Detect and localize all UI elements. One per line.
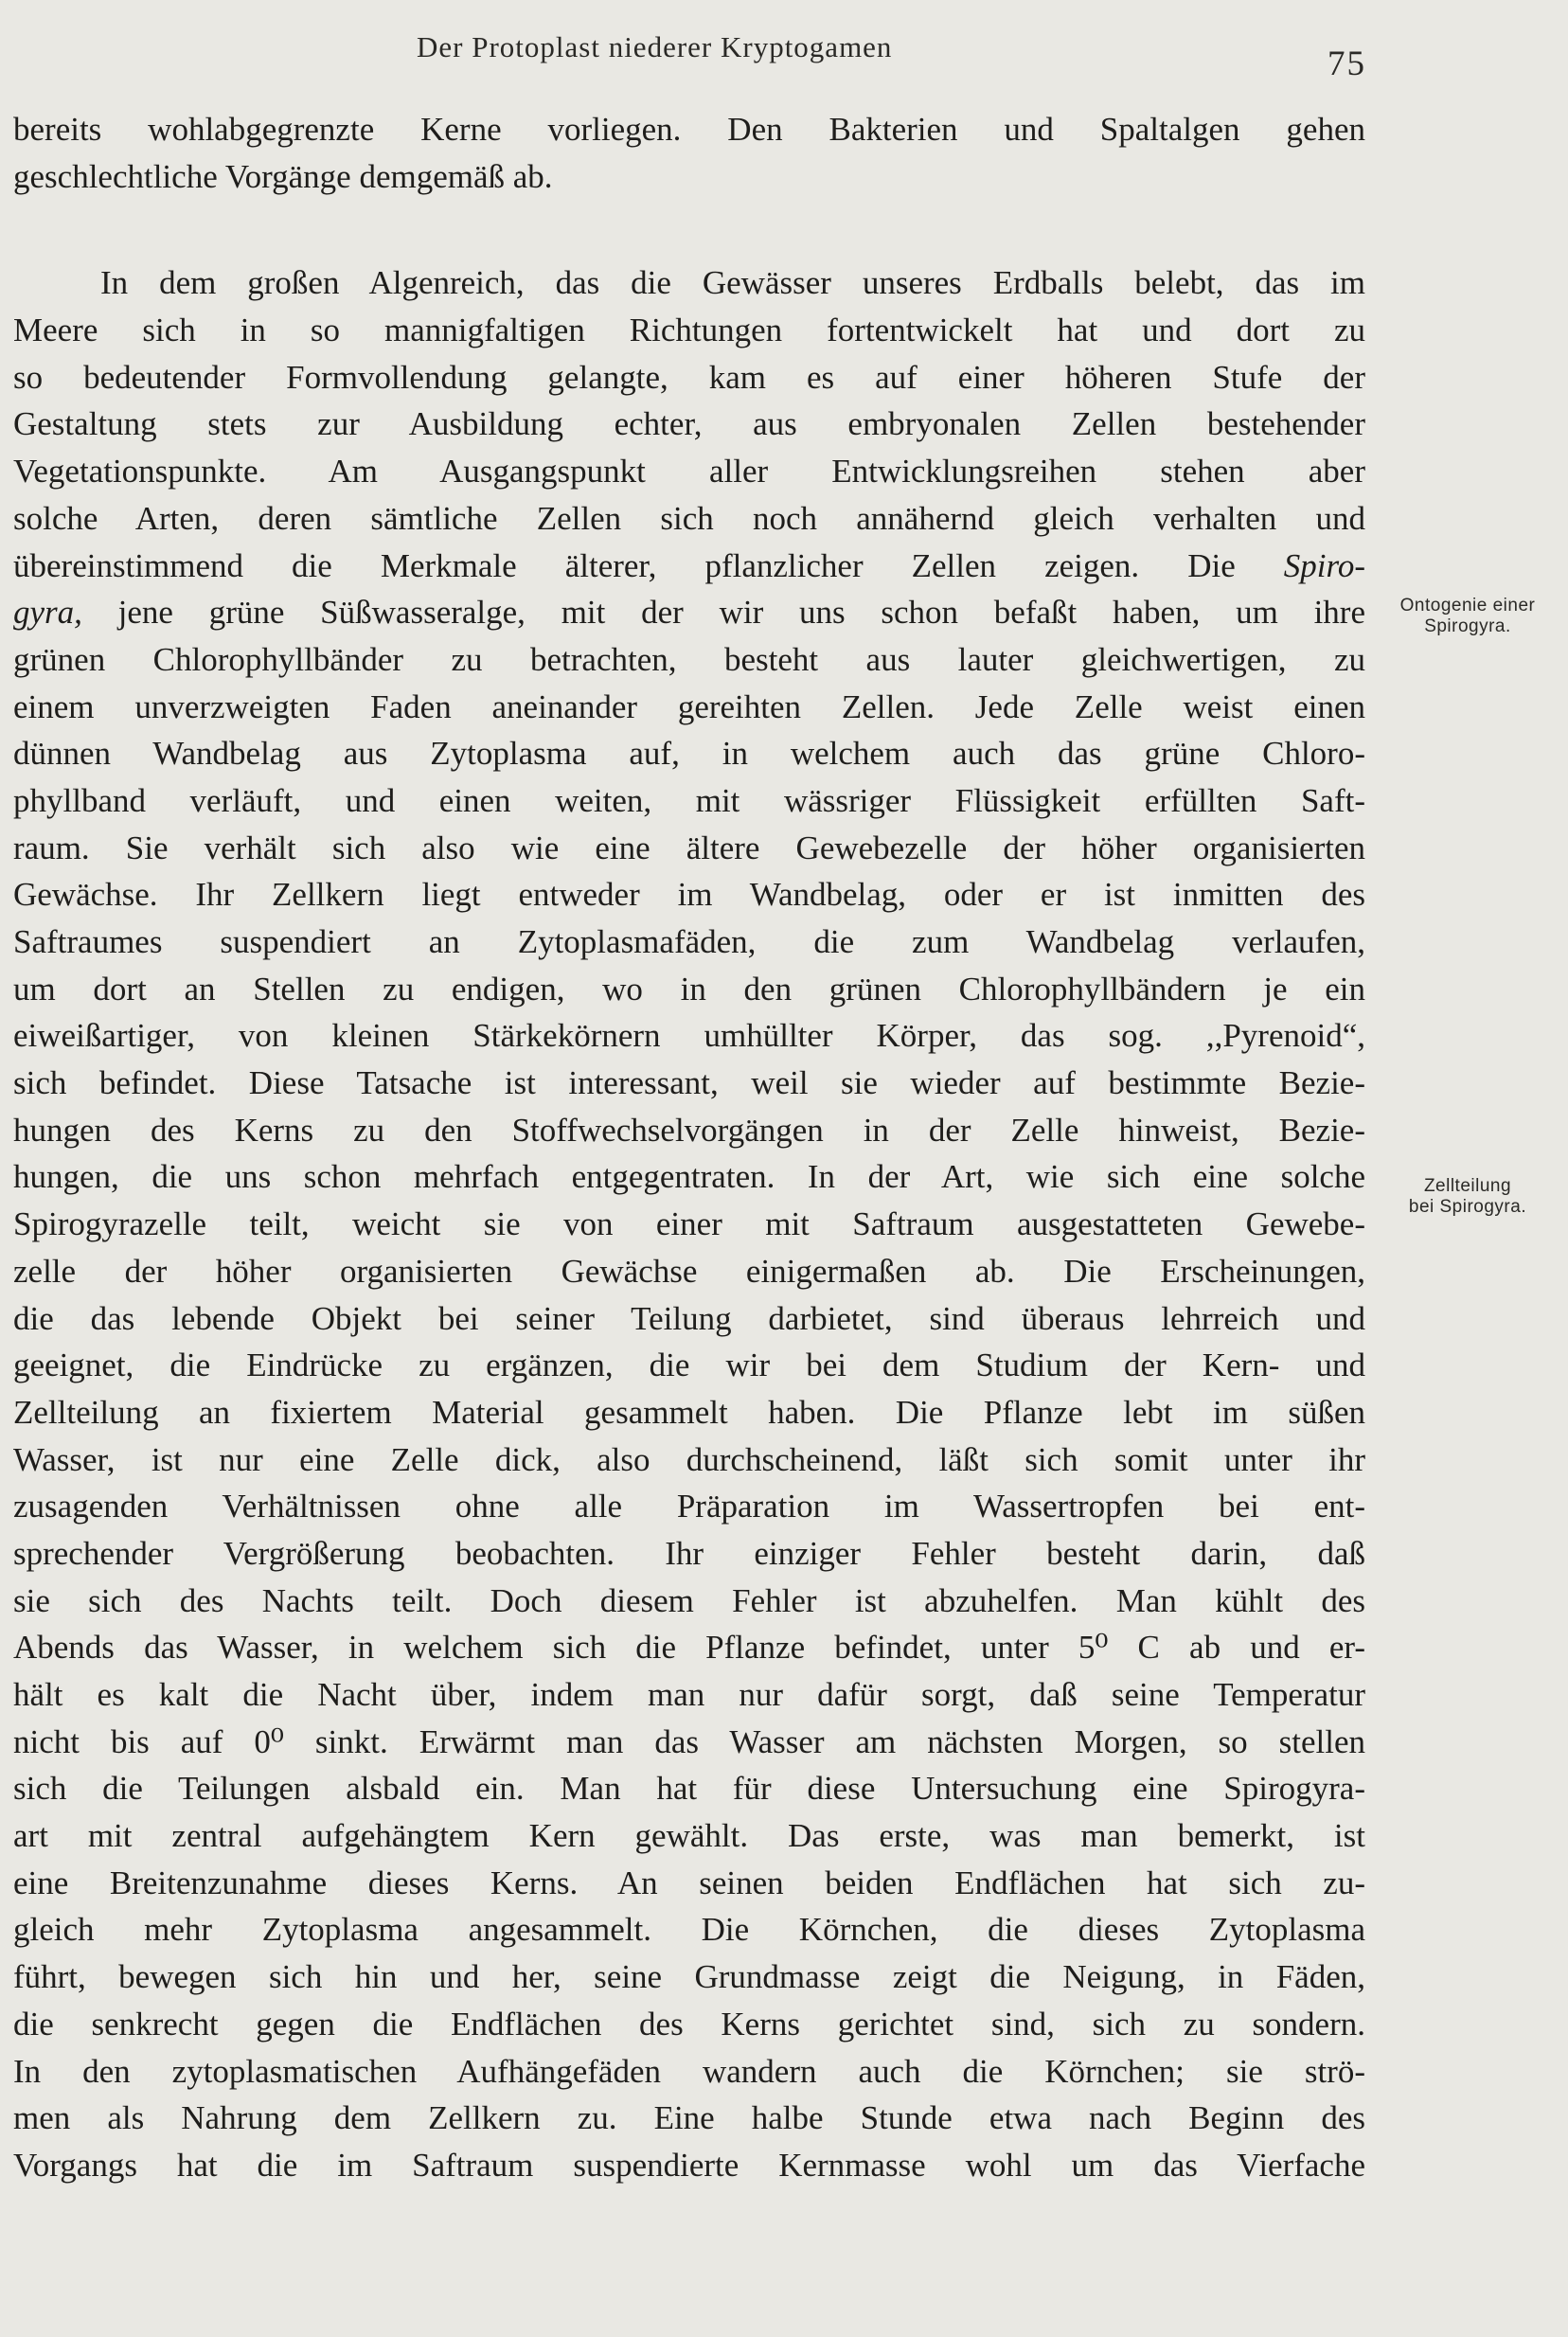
running-title: Der Protoplast niederer Kryptogamen <box>417 30 893 63</box>
text-line <box>13 543 1365 590</box>
text-line: Wasser, ist nur eine Zelle dick, also durchscheinend, läßt sich somit unter ihr <box>13 1440 1365 1478</box>
margin-note-line: bei Spirogyra. <box>1408 1197 1527 1217</box>
text-line: Meere sich in so mannigfaltigen Richtungen fortentwickelt hat und dort zu <box>13 312 1365 349</box>
text-line: sie sich des Nachts teilt. Doch diesem Fehler ist abzuhelfen. Man kühlt des <box>13 1581 1365 1619</box>
text-line: Gewächse. Ihr Zellkern liegt entweder im Wandbelag, oder er ist inmitten des <box>13 876 1365 914</box>
text-line: grünen Chlorophyllbänder zu betrachten, besteht aus lauter gleichwertigen, zu <box>13 640 1365 678</box>
text-line: Saftraumes suspendiert an Zytoplasmafäden, die zum Wandbelag verlaufen, <box>13 923 1365 960</box>
text-line: sprechender Vergrößerung beobachten. Ihr einziger Fehler besteht darin, daß <box>13 1534 1365 1572</box>
text-line: hält es kalt die Nacht über, indem man nur dafür sorgt, daß seine Temperatur <box>13 1676 1365 1713</box>
margin-note-line: Spirogyra. <box>1424 616 1511 636</box>
text-line: Abends das Wasser, in welchem sich die Pflanze befindet, unter 5⁰ C ab und er- <box>13 1629 1365 1667</box>
margin-note-zellteilung <box>1367 1176 1568 1218</box>
text-line: art mit zentral aufgehängtem Kern gewählt. Das erste, was man bemerkt, ist <box>13 1817 1365 1855</box>
text-line: men als Nahrung dem Zellkern zu. Eine halbe Stunde etwa nach Beginn des <box>13 2099 1365 2137</box>
text-line: raum. Sie verhält sich also wie eine ältere Gewebezelle der höher organisierten <box>13 829 1365 866</box>
italic-term: gyra, <box>13 594 82 632</box>
text-line: Zellteilung an fixiertem Material gesammelt haben. Die Pflanze lebt im süßen <box>13 1393 1365 1431</box>
italic-term: Spiro- <box>1283 546 1365 584</box>
text-line: In den zytoplasmatischen Aufhängefäden wandern auch die Körnchen; sie strö- <box>13 2052 1365 2090</box>
text-line: Gestaltung stets zur Ausbildung echter, aus embryonalen Zellen bestehender <box>13 405 1365 443</box>
body-text <box>13 106 1365 2189</box>
text-line: eine Breitenzunahme dieses Kerns. An seinen beiden Endflächen hat sich zu- <box>13 1864 1365 1901</box>
text-line: hungen, die uns schon mehrfach entgegentraten. In der Art, wie sich eine solche <box>13 1158 1365 1196</box>
text-line: geschlechtliche Vorgänge demgemäß ab. <box>13 157 553 195</box>
text-line: phyllband verläuft, und einen weiten, mit wässriger Flüssigkeit erfüllten Saft- <box>13 781 1365 819</box>
text-line: Spirogyrazelle teilt, weicht sie von einer mit Saftraum ausgestatteten Gewebe- <box>13 1205 1365 1243</box>
text-line: hungen des Kerns zu den Stoffwechselvorgängen in der Zelle hinweist, Bezie- <box>13 1111 1365 1149</box>
text-line: bereits wohlabgegrenzte Kerne vorliegen. Den Bakterien und Spaltalgen gehen <box>13 111 1365 148</box>
text-line: eiweißartiger, von kleinen Stärkekörnern umhüllter Körper, das sog. ,,Pyrenoid“, <box>13 1017 1365 1055</box>
text-fragment: jene grüne Süßwasseralge, mit der wir uns schon befaßt haben, um ihre <box>117 594 1365 632</box>
page-number: 75 <box>1327 45 1366 83</box>
text-line: zelle der höher organisierten Gewächse einigermaßen ab. Die Erscheinungen, <box>13 1252 1365 1290</box>
text-line: nicht bis auf 0⁰ sinkt. Erwärmt man das Wasser am nächsten Morgen, so stellen <box>13 1722 1365 1760</box>
text-line: die das lebende Objekt bei seiner Teilung darbietet, sind überaus lehrreich und <box>13 1299 1365 1337</box>
text-line: sich die Teilungen alsbald ein. Man hat für diese Untersuchung eine Spirogyra- <box>13 1770 1365 1808</box>
text-line: führt, bewegen sich hin und her, seine Grundmasse zeigt die Neigung, in Fäden, <box>13 1958 1365 1996</box>
text-line: In dem großen Algenreich, das die Gewässer unseres Erdballs belebt, das im <box>100 264 1365 302</box>
text-line: dünnen Wandbelag aus Zytoplasma auf, in welchem auch das grüne Chloro- <box>13 735 1365 773</box>
text-line: um dort an Stellen zu endigen, wo in den grünen Chlorophyllbändern je ein <box>13 970 1365 1008</box>
text-line <box>13 589 1365 636</box>
text-line: solche Arten, deren sämtliche Zellen sich noch annähernd gleich verhalten und <box>13 499 1365 537</box>
text-line: geeignet, die Eindrücke zu ergänzen, die wir bei dem Studium der Kern- und <box>13 1347 1365 1384</box>
text-line: so bedeutender Formvollendung gelangte, kam es auf einer höheren Stufe der <box>13 358 1365 396</box>
text-fragment: übereinstimmend die Merkmale älterer, pflanzlicher Zellen zeigen. Die <box>13 546 1236 584</box>
text-line: die senkrecht gegen die Endflächen des Kerns gerichtet sind, sich zu sondern. <box>13 2005 1365 2043</box>
margin-note-line: Ontogenie einer <box>1399 596 1536 615</box>
margin-note-ontogenie <box>1367 596 1568 637</box>
margin-note-line: Zellteilung <box>1423 1176 1512 1196</box>
text-line: einem unverzweigten Faden aneinander gereihten Zellen. Jede Zelle weist einen <box>13 687 1365 725</box>
text-line: Vorgangs hat die im Saftraum suspendierte Kernmasse wohl um das Vierfache <box>13 2146 1365 2184</box>
text-line: zusagenden Verhältnissen ohne alle Präparation im Wassertropfen bei ent- <box>13 1488 1365 1525</box>
text-line: Vegetationspunkte. Am Ausgangspunkt aller Entwicklungsreihen stehen aber <box>13 453 1365 491</box>
text-line: gleich mehr Zytoplasma angesammelt. Die Körnchen, die dieses Zytoplasma <box>13 1911 1365 1949</box>
paragraph-gap <box>13 200 1365 259</box>
text-line: sich befindet. Diese Tatsache ist interessant, weil sie wieder auf bestimmte Bezie- <box>13 1064 1365 1102</box>
